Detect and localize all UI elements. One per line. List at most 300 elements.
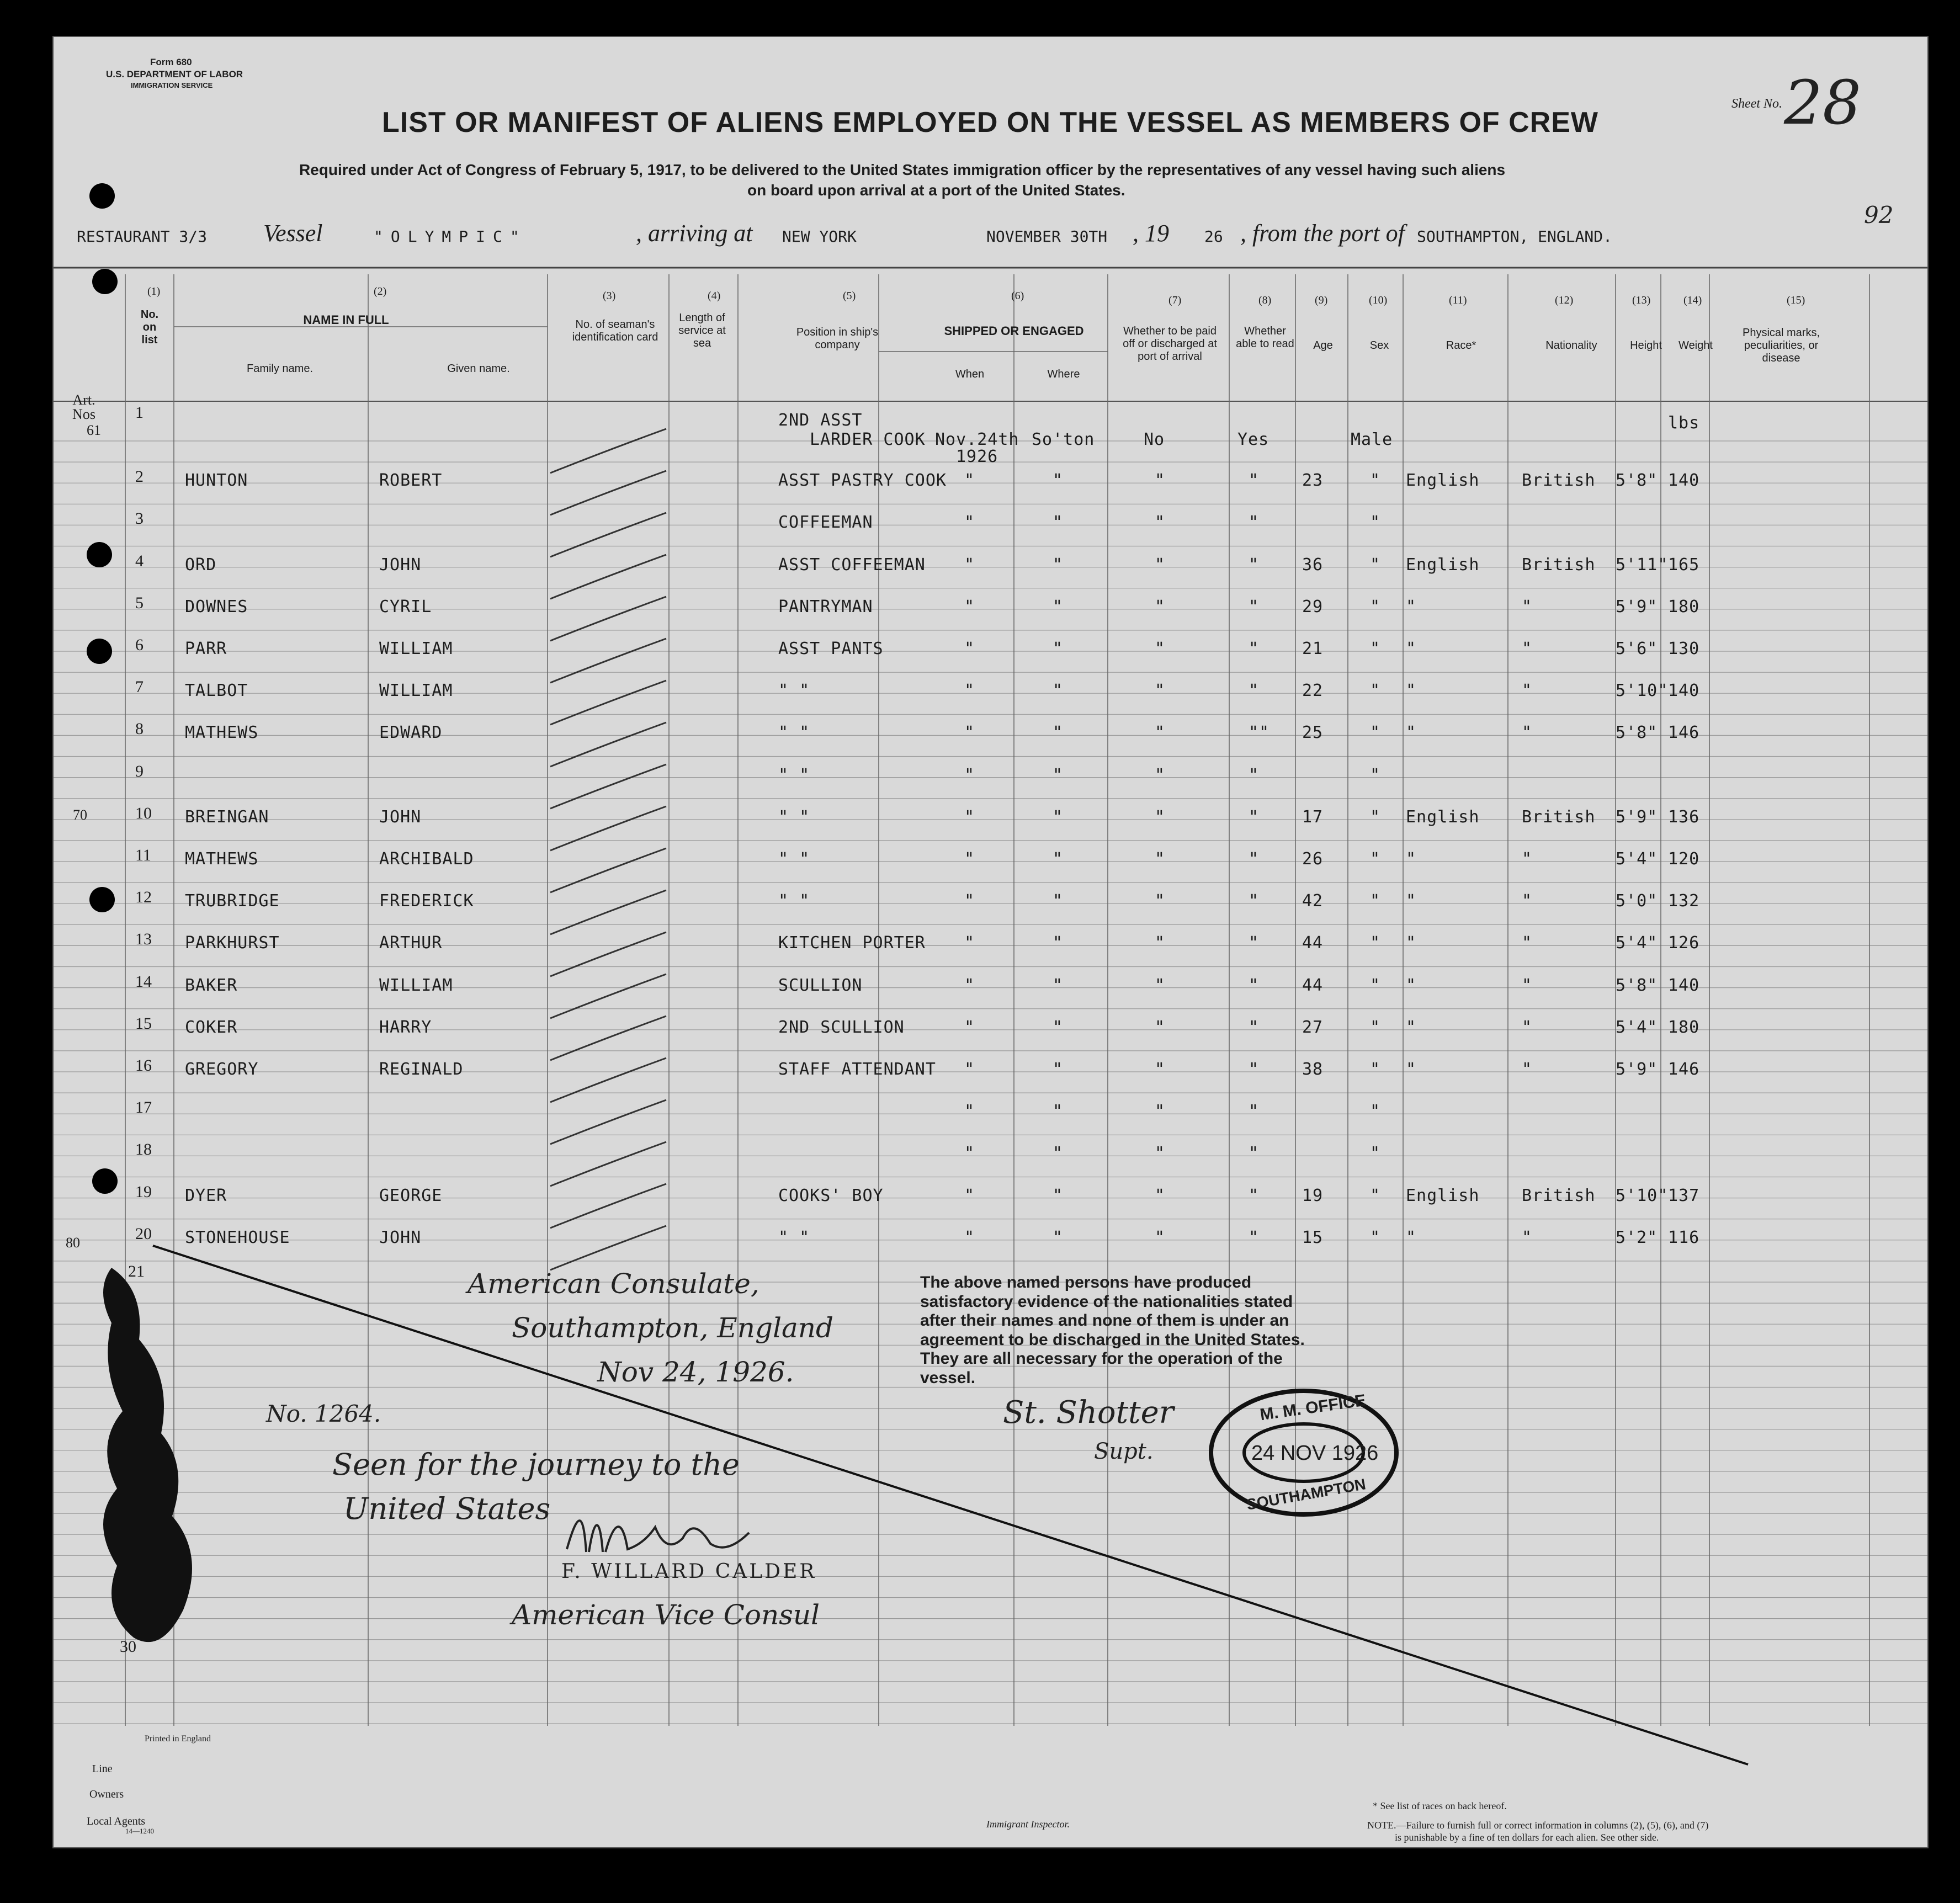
- footer-owners: Owners: [89, 1788, 124, 1800]
- shipped-where-cell: ": [1053, 513, 1064, 533]
- shipped-when-cell: ": [964, 471, 975, 491]
- stamp-bottom-text: SOUTHAMPTON: [1245, 1475, 1367, 1513]
- check-mark: [550, 764, 666, 809]
- arriving-label: , arriving at: [636, 220, 753, 247]
- from-label: , from the port of: [1240, 220, 1405, 247]
- sex-cell: ": [1370, 1060, 1381, 1079]
- punch-hole: [92, 269, 118, 294]
- nationality-cell: ": [1522, 681, 1533, 701]
- shipped-where-cell: ": [1053, 1102, 1064, 1121]
- nationality-cell: ": [1522, 1060, 1533, 1079]
- nationality-cell: ": [1522, 1017, 1533, 1037]
- able-read-cell: ": [1249, 807, 1260, 827]
- consulate-line-2: Southampton, England: [512, 1312, 833, 1344]
- service-label: IMMIGRATION SERVICE: [131, 81, 213, 89]
- consulate-line-1: American Consulate,: [468, 1268, 759, 1300]
- paid-off-cell: ": [1155, 891, 1166, 911]
- header-sex: Sex: [1369, 339, 1389, 352]
- col-num-10: (10): [1369, 294, 1388, 306]
- sex-cell: ": [1370, 1227, 1381, 1247]
- header-nationality: Nationality: [1545, 339, 1597, 352]
- arriving-port: NEW YORK: [782, 227, 857, 246]
- row-number-cell: 3: [135, 509, 144, 528]
- weight-cell: 136: [1668, 807, 1700, 827]
- position-cell: STAFF ATTENDANT: [778, 1060, 936, 1079]
- paid-off-cell: ": [1155, 975, 1166, 995]
- able-read-cell: ": [1249, 639, 1260, 658]
- position-cell: ASST PANTS: [778, 639, 884, 658]
- paid-off-cell: ": [1155, 807, 1166, 827]
- given-name-cell: WILLIAM: [379, 975, 453, 995]
- stamp-top-text: M. M. OFFICE: [1258, 1391, 1367, 1424]
- height-cell: 5'8": [1616, 723, 1658, 743]
- header-family-name: Family name.: [246, 363, 314, 375]
- header-height: Height: [1630, 339, 1662, 352]
- consul-name: F. WILLARD CALDER: [561, 1560, 817, 1583]
- shipped-where-cell: ": [1053, 933, 1064, 953]
- race-cell: ": [1406, 1017, 1417, 1037]
- shipped-where-cell: ": [1053, 555, 1064, 575]
- able-read-cell: ": [1249, 765, 1260, 785]
- row-number-cell: 10: [135, 804, 152, 822]
- able-read-cell: ": [1249, 975, 1260, 995]
- punch-hole: [87, 639, 112, 664]
- row1-when: Nov.24th: [935, 430, 1019, 449]
- race-cell: ": [1406, 849, 1417, 869]
- line-number-21: 21: [128, 1262, 145, 1280]
- col-num-12: (12): [1555, 294, 1574, 306]
- row-number-cell: 6: [135, 636, 144, 654]
- row-number-cell: 18: [135, 1140, 152, 1159]
- able-read-cell: ": [1249, 1060, 1260, 1079]
- given-name-cell: FREDERICK: [379, 891, 474, 911]
- sex-cell: ": [1370, 639, 1381, 658]
- col-num-14: (14): [1683, 294, 1702, 306]
- col-num-11: (11): [1449, 294, 1467, 306]
- check-mark: [550, 806, 666, 850]
- row-number-cell: 19: [135, 1182, 152, 1201]
- subtitle-line-1: Required under Act of Congress of February 5, 1917, to be delivered to the United States immigration officer by the representatives of any vessel having such aliens: [299, 161, 1506, 178]
- arrival-date: NOVEMBER 30TH: [986, 227, 1108, 246]
- nationality-cell: ": [1522, 1227, 1533, 1247]
- race-cell: ": [1406, 933, 1417, 953]
- age-cell: 23: [1302, 471, 1324, 491]
- row1-weight-unit: lbs: [1668, 413, 1700, 433]
- weight-cell: 130: [1668, 639, 1700, 658]
- race-cell: English: [1406, 471, 1480, 491]
- age-cell: 29: [1302, 597, 1324, 616]
- given-name-cell: ARCHIBALD: [379, 849, 474, 869]
- check-mark: [550, 1142, 666, 1186]
- row-number-cell: 16: [135, 1056, 152, 1075]
- given-name-cell: WILLIAM: [379, 681, 453, 701]
- check-mark: [550, 722, 666, 767]
- able-read-cell: "": [1249, 723, 1270, 743]
- able-read-cell: ": [1249, 555, 1260, 575]
- race-cell: English: [1406, 1186, 1480, 1205]
- height-cell: 5'6": [1616, 639, 1658, 658]
- shipped-when-cell: ": [964, 681, 975, 701]
- race-cell: ": [1406, 1227, 1417, 1247]
- sex-cell: ": [1370, 471, 1381, 491]
- age-cell: 25: [1302, 723, 1324, 743]
- header-given-name: Given name.: [447, 363, 510, 375]
- race-cell: ": [1406, 639, 1417, 658]
- row1-sex: Male: [1351, 430, 1393, 449]
- paid-off-cell: ": [1155, 597, 1166, 616]
- height-cell: 5'9": [1616, 597, 1658, 616]
- weight-cell: 140: [1668, 681, 1700, 701]
- shipped-where-cell: ": [1053, 597, 1064, 616]
- paid-off-cell: ": [1155, 933, 1166, 953]
- nationality-cell: ": [1522, 849, 1533, 869]
- nationality-cell: ": [1522, 975, 1533, 995]
- check-mark: [550, 1100, 666, 1144]
- family-name-cell: DYER: [185, 1186, 227, 1205]
- weight-cell: 180: [1668, 1017, 1700, 1037]
- vessel-label: Vessel: [263, 220, 323, 247]
- family-name-cell: MATHEWS: [185, 723, 259, 743]
- sex-cell: ": [1370, 513, 1381, 533]
- check-mark: [550, 555, 666, 599]
- able-read-cell: ": [1249, 1227, 1260, 1247]
- family-name-cell: TALBOT: [185, 681, 248, 701]
- penalty-note-1: NOTE.—Failure to furnish full or correct information in columns (2), (5), (6), and (7): [1367, 1820, 1709, 1831]
- race-cell: English: [1406, 555, 1480, 575]
- sheet-number: 28: [1784, 67, 1861, 138]
- shipped-when-cell: ": [964, 849, 975, 869]
- able-read-cell: ": [1249, 1186, 1260, 1205]
- weight-cell: 120: [1668, 849, 1700, 869]
- position-cell: " ": [778, 891, 810, 911]
- header-no-on-list: No. on list: [140, 309, 159, 346]
- year-prefix: , 19: [1133, 220, 1169, 247]
- footer-agents-code: 14—1240: [125, 1827, 154, 1835]
- header-paid-off: Whether to be paid off or discharged at port of arrival: [1123, 325, 1217, 363]
- check-mark: [550, 1226, 666, 1270]
- position-cell: COFFEEMAN: [778, 513, 873, 533]
- position-cell: " ": [778, 765, 810, 785]
- shipped-when-cell: ": [964, 933, 975, 953]
- age-cell: 36: [1302, 555, 1324, 575]
- able-read-cell: ": [1249, 1102, 1260, 1121]
- sex-cell: ": [1370, 1186, 1381, 1205]
- office-stamp: [1207, 1386, 1400, 1519]
- weight-cell: 116: [1668, 1227, 1700, 1247]
- col-num-7: (7): [1168, 294, 1182, 306]
- age-cell: 26: [1302, 849, 1324, 869]
- paid-off-cell: ": [1155, 849, 1166, 869]
- stamp-date: 24 NOV 1926: [1251, 1442, 1379, 1465]
- position-cell: 2ND SCULLION: [778, 1017, 905, 1037]
- consul-signature: [561, 1505, 760, 1566]
- punch-hole: [89, 887, 115, 912]
- height-cell: 5'11": [1616, 555, 1669, 575]
- able-read-cell: ": [1249, 849, 1260, 869]
- given-name-cell: REGINALD: [379, 1060, 464, 1079]
- weight-cell: 165: [1668, 555, 1700, 575]
- shipped-where-cell: ": [1053, 765, 1064, 785]
- page-title: LIST OR MANIFEST OF ALIENS EMPLOYED ON THE VESSEL AS MEMBERS OF CREW: [382, 107, 1598, 139]
- family-name-cell: DOWNES: [185, 597, 248, 616]
- declaration-signature-title: Supt.: [1094, 1439, 1154, 1464]
- family-name-cell: STONEHOUSE: [185, 1227, 290, 1247]
- shipped-where-cell: ": [1053, 681, 1064, 701]
- given-name-cell: JOHN: [379, 1227, 422, 1247]
- age-cell: 17: [1302, 807, 1324, 827]
- race-cell: ": [1406, 681, 1417, 701]
- nationality-cell: ": [1522, 639, 1533, 658]
- check-mark: [550, 639, 666, 683]
- nationality-cell: ": [1522, 891, 1533, 911]
- punch-hole: [92, 1168, 118, 1194]
- check-mark: [550, 848, 666, 892]
- height-cell: 5'0": [1616, 891, 1658, 911]
- shipped-where-cell: ": [1053, 1017, 1064, 1037]
- position-cell: COOKS' BOY: [778, 1186, 884, 1205]
- header-where: Where: [1047, 368, 1080, 380]
- family-name-cell: BREINGAN: [185, 807, 269, 827]
- paid-off-cell: ": [1155, 555, 1166, 575]
- check-mark: [550, 597, 666, 641]
- height-cell: 5'9": [1616, 807, 1658, 827]
- check-mark: [550, 1058, 666, 1102]
- height-cell: 5'4": [1616, 933, 1658, 953]
- ink-blot: [78, 1257, 222, 1687]
- shipped-where-cell: ": [1053, 1060, 1064, 1079]
- punch-hole: [89, 183, 115, 209]
- paid-off-cell: ": [1155, 765, 1166, 785]
- sex-cell: ": [1370, 765, 1381, 785]
- height-cell: 5'8": [1616, 471, 1658, 491]
- row-number-cell: 4: [135, 551, 144, 570]
- nationality-cell: ": [1522, 597, 1533, 616]
- age-cell: 42: [1302, 891, 1324, 911]
- able-read-cell: ": [1249, 1017, 1260, 1037]
- family-name-cell: PARR: [185, 639, 227, 658]
- header-length-service: Length of service at sea: [678, 312, 726, 349]
- col-num-8: (8): [1258, 294, 1272, 306]
- check-mark: [550, 932, 666, 976]
- vessel-name: "OLYMPIC": [374, 227, 527, 246]
- declaration-signature: St. Shotter: [1003, 1395, 1174, 1431]
- races-note: * See list of races on back hereof.: [1373, 1800, 1507, 1811]
- nationality-cell: ": [1522, 933, 1533, 953]
- shipped-when-cell: ": [964, 1060, 975, 1079]
- able-read-cell: ": [1249, 681, 1260, 701]
- sex-cell: ": [1370, 891, 1381, 911]
- shipped-when-cell: ": [964, 1227, 975, 1247]
- able-read-cell: ": [1249, 1144, 1260, 1163]
- shipped-when-cell: ": [964, 1017, 975, 1037]
- nationality-cell: British: [1522, 807, 1596, 827]
- sex-cell: ": [1370, 597, 1381, 616]
- family-name-cell: HUNTON: [185, 471, 248, 491]
- sheet-label: Sheet No.: [1731, 97, 1782, 111]
- row-number-cell: 9: [135, 762, 144, 780]
- height-cell: 5'2": [1616, 1227, 1658, 1247]
- shipped-when-cell: ": [964, 597, 975, 616]
- given-name-cell: GEORGE: [379, 1186, 443, 1205]
- paid-off-cell: ": [1155, 1060, 1166, 1079]
- race-cell: ": [1406, 597, 1417, 616]
- paid-off-cell: ": [1155, 681, 1166, 701]
- line-number-30: 30: [120, 1638, 136, 1656]
- family-name-cell: TRUBRIDGE: [185, 891, 280, 911]
- paid-off-cell: ": [1155, 1227, 1166, 1247]
- nationality-cell: British: [1522, 471, 1596, 491]
- footer-line: Line: [92, 1763, 113, 1775]
- subtitle-line-2: on board upon arrival at a port of the United States.: [747, 182, 1125, 199]
- nationality-cell: ": [1522, 723, 1533, 743]
- margin-art-80: 80: [66, 1235, 80, 1251]
- arrival-year: 26: [1204, 227, 1223, 246]
- weight-cell: 180: [1668, 597, 1700, 616]
- header-race: Race*: [1446, 339, 1476, 352]
- row1-paid-off: No: [1144, 430, 1165, 449]
- weight-cell: 132: [1668, 891, 1700, 911]
- height-cell: 5'10": [1616, 1186, 1669, 1205]
- given-name-cell: ARTHUR: [379, 933, 443, 953]
- shipped-where-cell: ": [1053, 1186, 1064, 1205]
- penalty-note-2: is punishable by a fine of ten dollars for each alien. See other side.: [1395, 1832, 1659, 1843]
- consulate-line-3: Nov 24, 1926.: [597, 1356, 794, 1388]
- weight-cell: 146: [1668, 1060, 1700, 1079]
- position-cell: SCULLION: [778, 975, 863, 995]
- weight-cell: 140: [1668, 471, 1700, 491]
- height-cell: 5'10": [1616, 681, 1669, 701]
- col-num-9: (9): [1315, 294, 1328, 306]
- position-cell: KITCHEN PORTER: [778, 933, 926, 953]
- shipped-where-cell: ": [1053, 471, 1064, 491]
- sex-cell: ": [1370, 975, 1381, 995]
- race-cell: ": [1406, 891, 1417, 911]
- header-when: When: [955, 368, 985, 380]
- header-shipped-engaged: SHIPPED OR ENGAGED: [944, 324, 1084, 338]
- family-name-cell: PARKHURST: [185, 933, 280, 953]
- shipped-where-cell: ": [1053, 639, 1064, 658]
- seen-line-2: United States: [343, 1491, 551, 1526]
- age-cell: 15: [1302, 1227, 1324, 1247]
- height-cell: 5'4": [1616, 849, 1658, 869]
- row-number-cell: 5: [135, 593, 144, 612]
- row-number-cell: 1: [135, 403, 144, 422]
- form-number: Form 680: [150, 57, 192, 67]
- col-num-1: (1): [147, 285, 161, 297]
- weight-cell: 140: [1668, 975, 1700, 995]
- family-name-cell: COKER: [185, 1017, 238, 1037]
- col-num-13: (13): [1632, 294, 1651, 306]
- sex-cell: ": [1370, 723, 1381, 743]
- family-name-cell: MATHEWS: [185, 849, 259, 869]
- row1-where: So'ton: [1032, 430, 1095, 449]
- shipped-where-cell: ": [1053, 891, 1064, 911]
- paid-off-cell: ": [1155, 513, 1166, 533]
- able-read-cell: ": [1249, 471, 1260, 491]
- header-name-in-full: NAME IN FULL: [303, 313, 389, 327]
- given-name-cell: ROBERT: [379, 471, 443, 491]
- shipped-when-cell: ": [964, 1102, 975, 1121]
- shipped-where-cell: ": [1053, 975, 1064, 995]
- shipped-when-cell: ": [964, 975, 975, 995]
- nationality-cell: British: [1522, 1186, 1596, 1205]
- family-name-cell: GREGORY: [185, 1060, 259, 1079]
- sex-cell: ": [1370, 1102, 1381, 1121]
- age-cell: 44: [1302, 933, 1324, 953]
- sex-cell: ": [1370, 807, 1381, 827]
- row-number-cell: 15: [135, 1014, 152, 1033]
- header-physical-marks: Physical marks, peculiarities, or disease: [1742, 327, 1820, 364]
- family-name-cell: BAKER: [185, 975, 238, 995]
- reference-number: No. 1264.: [266, 1400, 381, 1427]
- sex-cell: ": [1370, 933, 1381, 953]
- able-read-cell: ": [1249, 891, 1260, 911]
- age-cell: 44: [1302, 975, 1324, 995]
- height-cell: 5'9": [1616, 1060, 1658, 1079]
- check-mark: [550, 513, 666, 557]
- shipped-when-cell: ": [964, 723, 975, 743]
- col-num-3: (3): [603, 290, 616, 302]
- able-read-cell: ": [1249, 933, 1260, 953]
- department-label: U.S. DEPARTMENT OF LABOR: [106, 69, 243, 79]
- manifest-sheet: [52, 36, 1929, 1848]
- from-port: SOUTHAMPTON, ENGLAND.: [1417, 227, 1613, 246]
- check-mark: [550, 974, 666, 1018]
- position-cell: PANTRYMAN: [778, 597, 873, 616]
- shipped-when-cell: ": [964, 1186, 975, 1205]
- col-num-15: (15): [1787, 294, 1805, 306]
- seen-line-1: Seen for the journey to the: [332, 1447, 740, 1482]
- row1-when-year: 1926: [956, 447, 998, 466]
- row1-position-line1: 2ND ASST: [778, 411, 863, 430]
- shipped-where-cell: ": [1053, 1144, 1064, 1163]
- check-mark: [550, 429, 666, 473]
- race-cell: English: [1406, 807, 1480, 827]
- row-number-cell: 2: [135, 467, 144, 486]
- able-read-cell: ": [1249, 513, 1260, 533]
- position-cell: ASST COFFEEMAN: [778, 555, 926, 575]
- position-cell: " ": [778, 681, 810, 701]
- department-section: RESTAURANT 3/3: [77, 227, 208, 246]
- nationality-cell: British: [1522, 555, 1596, 575]
- header-able-read: Whether able to read: [1236, 325, 1294, 350]
- family-name-cell: ORD: [185, 555, 217, 575]
- shipped-where-cell: ": [1053, 1227, 1064, 1247]
- col-num-5: (5): [843, 290, 856, 302]
- weight-cell: 146: [1668, 723, 1700, 743]
- sex-cell: ": [1370, 555, 1381, 575]
- shipped-when-cell: ": [964, 1144, 975, 1163]
- shipped-where-cell: ": [1053, 849, 1064, 869]
- row-number-cell: 12: [135, 888, 152, 907]
- row-number-cell: 20: [135, 1224, 152, 1243]
- row-number-cell: 11: [135, 846, 151, 864]
- given-name-cell: JOHN: [379, 555, 422, 575]
- given-name-cell: EDWARD: [379, 723, 443, 743]
- height-cell: 5'8": [1616, 975, 1658, 995]
- position-cell: " ": [778, 1227, 810, 1247]
- row1-read: Yes: [1237, 430, 1270, 449]
- position-cell: ASST PASTRY COOK: [778, 471, 947, 491]
- weight-cell: 137: [1668, 1186, 1700, 1205]
- shipped-when-cell: ": [964, 513, 975, 533]
- race-cell: ": [1406, 975, 1417, 995]
- row-number-cell: 14: [135, 972, 152, 991]
- row-number-cell: 17: [135, 1098, 152, 1117]
- header-position: Position in ship's company: [796, 326, 879, 351]
- sex-cell: ": [1370, 1144, 1381, 1163]
- able-read-cell: ": [1249, 597, 1260, 616]
